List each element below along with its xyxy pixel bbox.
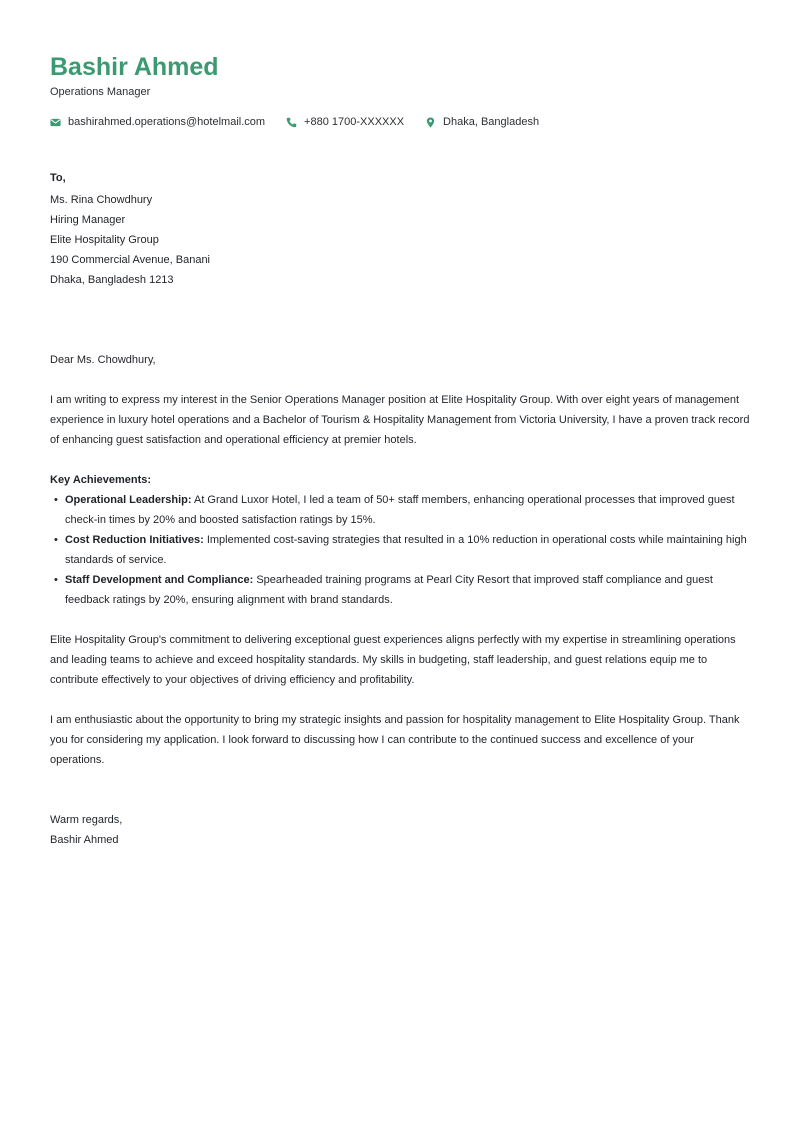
achievements-title: Key Achievements: [50, 474, 152, 486]
achievements-list [50, 490, 750, 610]
map-pin-icon [425, 117, 436, 128]
recipient-label: To, [50, 172, 66, 184]
salutation: Dear Ms. Chowdhury, [50, 354, 156, 366]
list-item [50, 530, 750, 570]
contact-location-text: Dhaka, Bangladesh [443, 116, 540, 128]
bullet-icon: • [54, 574, 58, 586]
contact-phone-text: +880 1700-XXXXXX [304, 116, 405, 128]
body-paragraph-2: Elite Hospitality Group's commitment to delivering exceptional guest experiences aligns perfectly with my expertise in streamlining operations and leading teams to achieve and exceed hospitality standards. My skills in budgeting, staff leadership, and guest relations equip me to contribute effectively to your objectives of driving efficiency and profitability. [50, 634, 736, 686]
achievement-title: Operational Leadership: [65, 494, 192, 506]
applicant-name: Bashir Ahmed [50, 53, 219, 81]
list-item [50, 570, 750, 610]
achievement-text: Implemented cost-saving strategies that resulted in a 10% reduction in operational costs while maintaining high standards of service. [65, 534, 747, 566]
recipient-line: Hiring Manager [50, 214, 126, 226]
intro-paragraph: I am writing to express my interest in the Senior Operations Manager position at Elite Hospitality Group. With over eight years of management experience in luxury hotel operations and a Bachelor of Tourism & Hospitality Management from Victoria University, I have a proven track record of enhancing guest satisfaction and operational efficiency at premier hotels. [50, 394, 750, 446]
achievement-title: Cost Reduction Initiatives: [65, 534, 204, 546]
contact-email-text: bashirahmed.operations@hotelmail.com [68, 116, 266, 128]
signature-name: Bashir Ahmed [50, 834, 119, 846]
closing-line: Warm regards, [50, 814, 123, 826]
envelope-icon [50, 117, 61, 128]
contact-location [425, 114, 539, 130]
applicant-role: Operations Manager [50, 86, 151, 98]
bullet-icon: • [54, 534, 58, 546]
bullet-icon: • [54, 494, 58, 506]
achievement-text: Spearheaded training programs at Pearl City Resort that improved staff compliance and guest feedback ratings by 20%, ensuring alignment with brand standards. [65, 574, 713, 606]
achievement-text: At Grand Luxor Hotel, I led a team of 50+ staff members, enhancing operational processes that improved guest check-in times by 20% and boosted satisfaction ratings by 15%. [65, 494, 735, 526]
recipient-address [50, 190, 750, 290]
achievement-title: Staff Development and Compliance: [65, 574, 254, 586]
contact-phone[interactable] [286, 114, 404, 130]
recipient-line: Elite Hospitality Group [50, 234, 159, 246]
closing [50, 810, 750, 850]
recipient-line: 190 Commercial Avenue, Banani [50, 254, 211, 266]
recipient-line: Ms. Rina Chowdhury [50, 194, 153, 206]
contact-email[interactable] [50, 114, 265, 130]
phone-icon [286, 117, 297, 128]
list-item [50, 490, 750, 530]
body-paragraph-3: I am enthusiastic about the opportunity to bring my strategic insights and passion for hospitality management to Elite Hospitality Group. Thank you for considering my application. I look forward to discussing how I can contribute to the continued success and excellence of your operations. [50, 714, 740, 766]
contact-row [50, 114, 750, 130]
recipient-line: Dhaka, Bangladesh 1213 [50, 274, 174, 286]
